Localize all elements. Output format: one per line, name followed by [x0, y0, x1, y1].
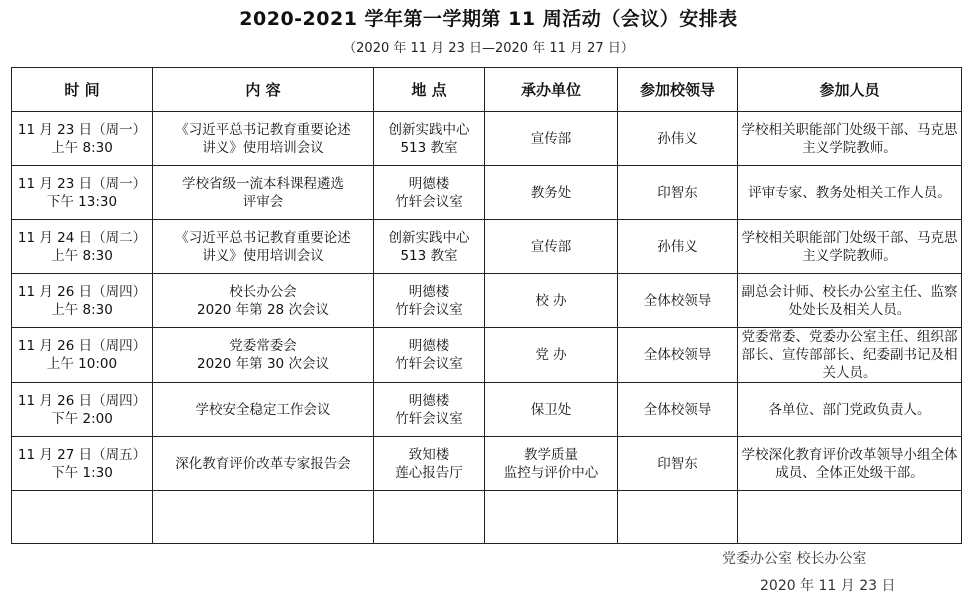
content-cell [153, 274, 374, 328]
empty-cell [738, 491, 962, 544]
content-line: 党委常委会 [229, 338, 297, 354]
date-text: 11 月 27 日（周五） [17, 446, 147, 463]
content-line: 2020 年第 30 次会议 [197, 356, 329, 372]
time-text: 上午 10:00 [46, 356, 118, 372]
column-header-leaders: 参加校领导 [618, 68, 738, 112]
time-text: 上午 8:30 [51, 139, 113, 156]
place-cell [374, 328, 485, 383]
content-line: 2020 年第 28 次会议 [197, 301, 329, 318]
place-line: 创新实践中心 [388, 229, 470, 246]
table-row [12, 166, 962, 220]
empty-cell [618, 491, 738, 544]
date-text: 11 月 26 日（周四） [17, 283, 147, 300]
attendees-cell: 党委常委、党委办公室主任、组织部部长、宣传部部长、纪委副书记及相关人员。 [738, 328, 962, 383]
organizer-cell [485, 274, 618, 328]
organizer-cell [485, 112, 618, 166]
content-line: 《习近平总书记教育重要论述 [175, 121, 351, 138]
leader-cell: 孙伟义 [618, 220, 738, 274]
column-header-organizer: 承办单位 [485, 68, 618, 112]
date-text: 11 月 23 日（周一） [17, 175, 147, 192]
time-cell [12, 328, 153, 383]
time-cell [12, 112, 153, 166]
issuing-offices: 党委办公室 校长办公室 [722, 551, 867, 567]
table-row [12, 437, 962, 491]
content-line: 校长办公会 [229, 283, 297, 300]
attendees-cell: 学校相关职能部门处级干部、马克思主义学院教师。 [738, 220, 962, 274]
table-row [12, 274, 962, 328]
place-line: 竹轩会议室 [395, 301, 463, 318]
time-cell [12, 166, 153, 220]
time-text: 下午 13:30 [46, 193, 118, 210]
column-header-attendees: 参加人员 [738, 68, 962, 112]
content-line: 讲义》使用培训会议 [202, 247, 324, 264]
empty-cell [374, 491, 485, 544]
place-line: 明德楼 [408, 338, 450, 354]
date-text: 11 月 26 日（周四） [17, 392, 147, 409]
place-line: 513 教室 [400, 139, 458, 156]
content-line: 评审会 [242, 193, 284, 210]
organizer-line: 校 办 [535, 292, 567, 309]
date-text: 11 月 24 日（周二） [17, 229, 147, 246]
leader-cell: 印智东 [618, 437, 738, 491]
organizer-line: 教学质量 [524, 446, 578, 463]
organizer-cell [485, 166, 618, 220]
time-cell [12, 383, 153, 437]
date-text: 11 月 23 日（周一） [17, 121, 147, 138]
place-cell [374, 220, 485, 274]
page-title: 2020-2021 学年第一学期第 11 周活动（会议）安排表 [239, 8, 738, 30]
time-cell [12, 220, 153, 274]
place-line: 明德楼 [408, 392, 450, 409]
place-line: 明德楼 [408, 283, 450, 300]
attendees-cell: 评审专家、教务处相关工作人员。 [738, 166, 962, 220]
organizer-cell [485, 328, 618, 383]
place-line: 莲心报告厅 [395, 464, 463, 481]
place-line: 竹轩会议室 [395, 410, 463, 427]
leader-cell: 全体校领导 [618, 328, 738, 383]
empty-cell [153, 491, 374, 544]
organizer-line: 宣传部 [530, 238, 572, 255]
date-range-subtitle: （2020 年 11 月 23 日—2020 年 11 月 27 日） [343, 41, 634, 56]
time-text: 上午 8:30 [51, 301, 113, 318]
column-header-place: 地 点 [374, 68, 485, 112]
content-line: 讲义》使用培训会议 [202, 139, 324, 156]
content-line: 深化教育评价改革专家报告会 [175, 455, 351, 472]
table-row [12, 383, 962, 437]
attendees-cell: 学校深化教育评价改革领导小组全体成员、全体正处级干部。 [738, 437, 962, 491]
time-cell [12, 274, 153, 328]
place-cell [374, 437, 485, 491]
time-text: 上午 8:30 [51, 247, 113, 264]
time-text: 下午 2:00 [51, 410, 113, 427]
content-cell [153, 220, 374, 274]
table-row [12, 112, 962, 166]
table-row [12, 328, 962, 383]
time-cell [12, 437, 153, 491]
content-line: 《习近平总书记教育重要论述 [175, 229, 351, 246]
organizer-cell [485, 437, 618, 491]
attendees-cell: 各单位、部门党政负责人。 [738, 383, 962, 437]
content-cell [153, 328, 374, 383]
empty-cell [485, 491, 618, 544]
time-text: 下午 1:30 [51, 464, 113, 481]
place-line: 竹轩会议室 [395, 356, 463, 372]
issue-date: 2020 年 11 月 23 日 [760, 578, 896, 594]
place-line: 明德楼 [408, 175, 450, 192]
empty-cell [12, 491, 153, 544]
leader-cell: 印智东 [618, 166, 738, 220]
place-line: 513 教室 [400, 247, 458, 264]
content-cell [153, 383, 374, 437]
table-header-row [12, 68, 962, 112]
place-cell [374, 166, 485, 220]
place-line: 创新实践中心 [388, 121, 470, 138]
content-line: 学校省级一流本科课程遴选 [182, 175, 344, 192]
leader-cell: 全体校领导 [618, 383, 738, 437]
content-cell [153, 166, 374, 220]
place-cell [374, 383, 485, 437]
place-line: 致知楼 [408, 446, 450, 463]
place-line: 竹轩会议室 [395, 193, 463, 210]
attendees-cell: 副总会计师、校长办公室主任、监察处处长及相关人员。 [738, 274, 962, 328]
organizer-line: 保卫处 [530, 401, 572, 418]
organizer-line: 教务处 [530, 184, 572, 201]
organizer-line: 党 办 [535, 347, 567, 363]
column-header-time: 时 间 [12, 68, 153, 112]
organizer-line: 宣传部 [530, 130, 572, 147]
empty-row [12, 491, 962, 544]
content-line: 学校安全稳定工作会议 [195, 401, 331, 418]
schedule-table [11, 67, 962, 544]
organizer-line: 监控与评价中心 [503, 464, 599, 481]
organizer-cell [485, 383, 618, 437]
place-cell [374, 112, 485, 166]
place-cell [374, 274, 485, 328]
content-cell [153, 437, 374, 491]
date-text: 11 月 26 日（周四） [17, 338, 147, 354]
attendees-cell: 学校相关职能部门处级干部、马克思主义学院教师。 [738, 112, 962, 166]
table-row [12, 220, 962, 274]
leader-cell: 孙伟义 [618, 112, 738, 166]
leader-cell: 全体校领导 [618, 274, 738, 328]
content-cell [153, 112, 374, 166]
organizer-cell [485, 220, 618, 274]
column-header-content: 内 容 [153, 68, 374, 112]
